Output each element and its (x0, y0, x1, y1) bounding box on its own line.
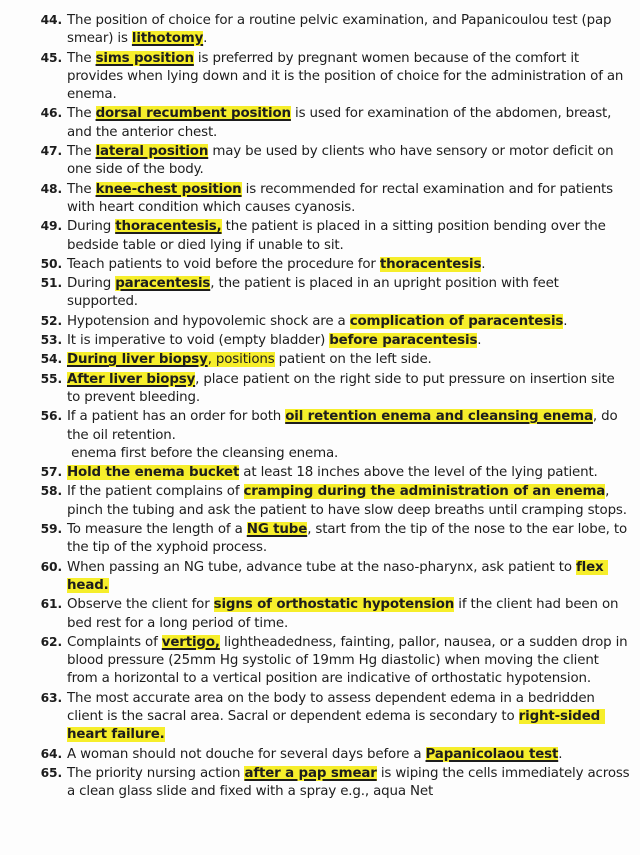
item-text (67, 275, 630, 312)
highlighted-phrase: Hold the enema bucket (67, 465, 240, 481)
item-number: 52. (40, 313, 62, 328)
text-segment: , the patient is placed in an upright position with feet supported. (67, 276, 563, 310)
item-number: 54. (40, 352, 62, 367)
list-item (38, 331, 630, 350)
text-segment: The most accurate area on the body to assess dependent edema in a bedridden client is the sacral area. Sacral or dependent edema is secondary to (67, 690, 599, 724)
item-text (67, 464, 630, 482)
item-number: 56. (40, 409, 62, 424)
list-item (38, 689, 630, 745)
item-number: 62. (40, 634, 62, 649)
list-item (38, 745, 630, 764)
text-segment: at least 18 inches above the level of the lying patient. (239, 465, 598, 481)
item-text (67, 12, 630, 49)
item-text (67, 332, 630, 350)
text-segment: To measure the length of a (67, 522, 247, 538)
highlighted-phrase: , positions (207, 352, 275, 368)
list-item (38, 407, 630, 463)
highlighted-phrase: NG tube (246, 522, 308, 538)
text-segment: is wiping the cells immediately across a clean glass slide and fixed with a spray e.g., aqua Net (67, 765, 634, 800)
text-segment: . (481, 256, 486, 272)
highlighted-phrase: oil retention enema and cleansing enema (285, 409, 593, 425)
item-number: 60. (40, 559, 62, 574)
text-segment: . (203, 31, 208, 47)
text-segment: Complaints of (67, 634, 162, 650)
item-number: 61. (40, 597, 62, 612)
item-number: 50. (40, 256, 62, 271)
list-item (38, 482, 630, 520)
list-item (38, 217, 630, 255)
highlighted-phrase: After liver biopsy (67, 371, 196, 387)
item-number: 64. (40, 746, 62, 761)
list-item (38, 274, 630, 312)
item-text (67, 596, 630, 633)
item-text (67, 521, 630, 558)
text-segment: The (67, 181, 96, 197)
highlighted-phrase: Papanicolaou test (425, 746, 559, 762)
text-segment: is recommended for rectal examination and for patients with heart condition which causes cyanosis. (67, 181, 618, 215)
item-number: 46. (40, 106, 62, 121)
highlighted-phrase: thoracentesis (379, 256, 482, 272)
highlighted-phrase: dorsal recumbent position (95, 106, 291, 122)
text-segment: . (563, 313, 568, 329)
item-number: 65. (40, 765, 62, 780)
item-number: 59. (40, 522, 62, 537)
item-number: 63. (40, 690, 62, 705)
item-text (67, 218, 630, 255)
item-number: 53. (40, 333, 62, 348)
highlighted-phrase: flex head. (67, 559, 609, 593)
item-number: 58. (40, 484, 62, 499)
highlighted-phrase: right-sided heart failure. (67, 708, 605, 743)
text-segment: , start from the tip of the nose to the ear lobe, to the tip of the xyphoid process. (67, 522, 632, 556)
item-text (67, 690, 630, 745)
list-item (38, 633, 630, 689)
text-segment: During (67, 276, 116, 292)
item-text (67, 105, 630, 142)
highlighted-phrase: knee-chest position (95, 181, 242, 197)
item-number: 45. (40, 50, 62, 65)
item-text (67, 50, 630, 105)
item-text (67, 181, 630, 218)
text-segment: , place patient on the right side to put pressure on insertion site to prevent bleeding. (67, 371, 619, 405)
list-item (38, 255, 630, 274)
text-segment: . (558, 746, 563, 762)
item-text (67, 143, 630, 180)
highlighted-phrase: thoracentesis, (115, 219, 222, 235)
list-item (38, 463, 630, 482)
item-number: 47. (40, 144, 62, 159)
text-segment: If a patient has an order for both (67, 409, 286, 425)
list-item (38, 104, 630, 142)
text-segment: is used for examination of the abdomen, breast, and the anterior chest. (67, 106, 616, 140)
text-segment: The (67, 50, 96, 66)
text-segment: enema first before the cleansing enema. (67, 445, 339, 461)
list-item (38, 350, 630, 369)
item-number: 55. (40, 371, 62, 386)
text-segment: if the client had been on bed rest for a long period of time. (67, 597, 623, 631)
text-segment: , pinch the tubing and ask the patient to have slow deep breaths until cramping stops. (67, 484, 627, 518)
text-segment: When passing an NG tube, advance tube at the naso-pharynx, ask patient to (67, 559, 576, 575)
item-text (67, 634, 630, 689)
list-item (38, 49, 630, 105)
text-segment: is preferred by pregnant women because of the comfort it provides when lying down and it is the position of choice for the administration of an enema. (67, 50, 628, 103)
highlighted-phrase: lithotomy (131, 31, 204, 47)
text-segment: Hypotension and hypovolemic shock are a (67, 313, 350, 329)
text-segment: It is imperative to void (empty bladder) (67, 333, 330, 349)
text-segment: The position of choice for a routine pelvic examination, and Papanicoulou test (pap smear) is (67, 13, 616, 47)
text-segment: The (67, 144, 96, 160)
text-segment: . (477, 333, 482, 349)
list-item (38, 11, 630, 49)
item-number: 44. (40, 13, 62, 27)
item-text (67, 256, 630, 274)
list-item (38, 558, 630, 596)
list-item (38, 370, 630, 408)
item-text (67, 408, 630, 463)
text-segment: may be used by clients who have sensory or motor deficit on one side of the body. (67, 144, 618, 178)
text-segment: the patient is placed in a sitting position bending over the bedside table or died lying if unable to sit. (67, 219, 610, 253)
list-item (38, 180, 630, 218)
item-text (67, 765, 634, 802)
item-number: 57. (40, 465, 62, 480)
text-segment: , do the oil retention. (67, 409, 622, 443)
item-text (67, 559, 630, 596)
text-segment: patient on the left side. (274, 352, 432, 368)
list-item (38, 764, 634, 802)
item-text (67, 371, 630, 408)
highlighted-phrase: sims position (95, 50, 194, 66)
list-item (38, 520, 630, 558)
text-segment: During (67, 219, 116, 235)
text-segment: The priority nursing action (67, 765, 245, 781)
text-segment: If the patient complains of (67, 484, 244, 500)
item-text (67, 746, 630, 764)
item-number: 49. (40, 219, 62, 234)
item-text (67, 313, 630, 331)
list-item (38, 595, 630, 633)
text-segment: The (67, 106, 96, 122)
highlighted-phrase: after a pap smear (244, 765, 377, 781)
text-segment: Teach patients to void before the procedure for (67, 256, 380, 272)
highlighted-phrase: vertigo, (161, 634, 220, 650)
notes-list (38, 11, 634, 801)
item-text (67, 351, 630, 369)
list-item (38, 312, 630, 331)
item-number: 48. (40, 181, 62, 196)
highlighted-phrase: During liver biopsy (67, 352, 208, 368)
item-text (67, 483, 630, 520)
highlighted-phrase: lateral position (95, 144, 209, 160)
highlighted-phrase: signs of orthostatic hypotension (213, 597, 455, 613)
highlighted-phrase: complication of paracentesis (349, 313, 564, 329)
highlighted-phrase: before paracentesis (329, 333, 478, 349)
list-item (38, 142, 630, 180)
highlighted-phrase: cramping during the administration of an enema (243, 484, 606, 500)
text-segment: Observe the client for (67, 597, 214, 613)
text-segment: lightheadedness, fainting, pallor, nausea, or a sudden drop in blood pressure (25mm Hg systolic of 19mm Hg diastolic) when moving the client from a horizontal to a vertical position are indicative of orthostatic hypotension. (67, 634, 632, 687)
item-number: 51. (40, 276, 62, 291)
text-segment: A woman should not douche for several days before a (67, 746, 426, 762)
highlighted-phrase: paracentesis (115, 276, 211, 292)
